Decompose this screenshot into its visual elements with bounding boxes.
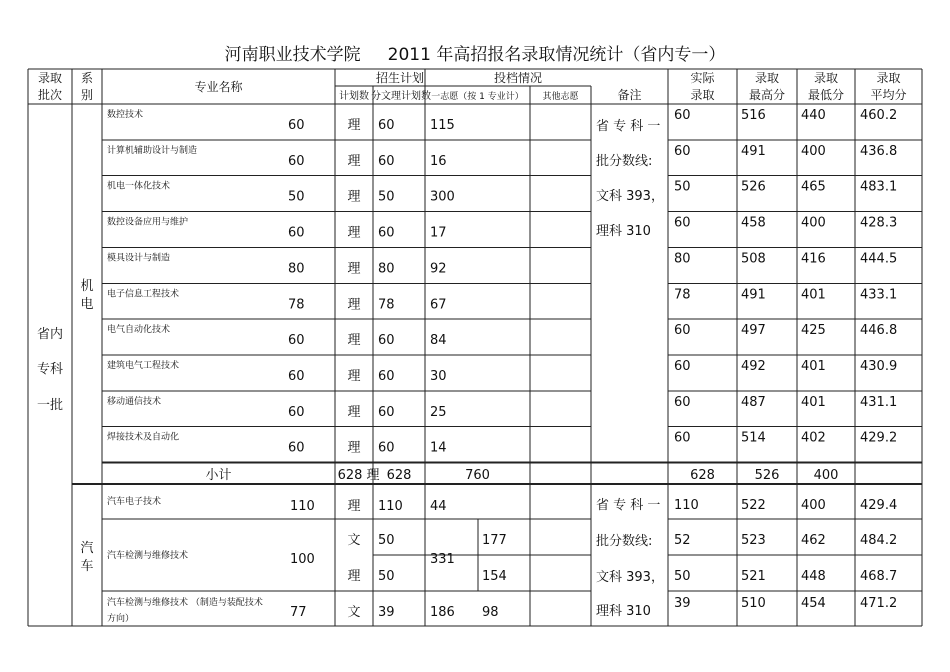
min-score: 454 [801,596,826,611]
avg-score: 436.8 [860,143,898,159]
plan-split: 78 [378,297,395,313]
header-plan-count: 计划数 [339,91,369,102]
actual-count: 60 [674,108,691,123]
major-name: 汽车电子技术 [107,497,162,507]
actual-count: 50 [674,569,691,584]
actual-count: 78 [674,287,691,303]
plan-type: 理 [347,333,361,349]
plan-split: 110 [378,499,403,514]
subtotal-actual: 628 [690,468,715,483]
min-score: 401 [801,287,826,303]
min-score: 400 [801,498,826,513]
max-score: 523 [741,533,766,548]
note-line: 省 专 科 一 [596,498,661,513]
header-avg: 录取 [876,71,901,85]
max-score: 521 [741,569,766,584]
max-score: 458 [741,215,766,231]
min-score: 416 [801,251,826,267]
max-score: 492 [741,358,766,374]
plan-type: 理 [347,297,361,313]
note-line: 批分数线: [596,534,653,549]
other-choice: 177 [482,533,507,548]
plan-split: 60 [378,440,395,456]
plan-count: 50 [288,189,305,205]
plan-count: 60 [288,440,305,456]
header-actual: 录取 [690,88,715,102]
actual-count: 60 [674,358,691,374]
max-score: 497 [741,323,766,339]
plan-count: 60 [288,225,305,241]
header-plan-group: 招生计划 [375,71,425,85]
subtotal-plan: 628 [337,468,363,483]
first-choice: 92 [430,261,447,277]
plan-count: 100 [290,552,315,567]
plan-type: 理 [347,225,361,241]
plan-count: 60 [288,368,305,384]
major-name: 机电一体化技术 [107,181,171,192]
avg-score: 430.9 [860,358,898,374]
first-choice: 67 [430,297,447,313]
plan-count: 80 [288,261,305,277]
table-cells [37,70,907,624]
actual-count: 110 [674,498,699,513]
plan-type: 理 [347,189,361,205]
plan-split: 50 [378,533,395,548]
header-dept: 系 [80,71,94,85]
plan-split: 60 [378,404,395,420]
header-avg: 平均分 [870,88,907,102]
max-score: 491 [741,287,766,303]
plan-split: 50 [378,189,395,205]
first-choice: 14 [430,440,447,456]
min-score: 400 [801,215,826,231]
plan-split: 60 [378,118,395,133]
plan-type: 理 [347,153,361,169]
first-choice: 17 [430,225,447,241]
first-choice: 25 [430,404,447,420]
max-score: 526 [741,179,766,195]
actual-count: 80 [674,251,691,267]
note-line: 批分数线: [596,154,653,169]
plan-count: 60 [288,333,305,349]
subtotal-max: 526 [754,468,780,483]
plan-type: 文 [347,533,361,548]
avg-score: 431.1 [860,394,898,410]
plan-type: 理 [347,499,361,514]
plan-type: 理 [347,118,361,133]
header-dept: 别 [80,88,94,102]
batch-label: 省内 [36,327,64,342]
avg-score: 483.1 [860,179,898,195]
min-score: 462 [801,533,826,548]
batch-label: 专科 [36,362,64,377]
note-line: 文科 393， [596,189,664,204]
plan-count: 78 [288,297,305,313]
major-name: 计算机辅助设计与制造 [107,145,198,156]
max-score: 522 [741,498,766,513]
actual-count: 60 [674,394,691,410]
major-name: 焊接技术及自动化 [107,432,180,443]
subtotal-first: 760 [465,468,490,483]
first-choice: 331 [430,552,455,567]
actual-count: 52 [674,533,691,548]
header-max: 最高分 [748,88,786,102]
min-score: 401 [801,394,826,410]
other-choice: 154 [482,569,507,584]
plan-type: 理 [347,404,361,420]
first-choice: 300 [430,189,455,205]
header-actual: 实际 [690,71,715,85]
avg-score: 433.1 [860,287,898,303]
dept-name: 机 [80,279,94,294]
major-name: 模具设计与制造 [107,253,171,264]
plan-split: 60 [378,368,395,384]
subtotal-min: 400 [813,468,839,483]
min-score: 440 [801,108,826,123]
avg-score: 444.5 [860,251,898,267]
note-line: 文科 393， [596,570,664,585]
min-score: 400 [801,143,826,159]
plan-type: 理 [347,440,361,456]
header-max: 录取 [754,71,780,85]
page-title: 河南职业技术学院 2011 年高招报名录取情况统计（省内专一） [224,45,726,65]
min-score: 401 [801,358,826,374]
header-min: 最低分 [807,88,845,102]
batch-label: 一批 [36,398,64,413]
header-note: 备注 [617,88,642,102]
major-name: 电气自动化技术 [107,325,171,336]
header-min: 录取 [813,71,839,85]
max-score: 491 [741,143,766,159]
first-choice: 84 [430,333,447,349]
note-line: 理科 310 [596,224,651,239]
first-choice: 115 [430,118,455,133]
avg-score: 460.2 [860,108,898,123]
max-score: 508 [741,251,766,267]
plan-split: 50 [378,569,395,584]
max-score: 487 [741,394,766,410]
subtotal-type: 理 [366,468,380,483]
avg-score: 446.8 [860,323,898,339]
max-score: 516 [741,108,766,123]
plan-type: 理 [347,569,361,584]
note-line: 省 专 科 一 [596,119,661,134]
actual-count: 60 [674,323,691,339]
actual-count: 60 [674,215,691,231]
avg-score: 468.7 [860,569,898,584]
major-name: 汽车检测与维修技术 （制造与装配技术 [107,598,263,608]
major-name: 数控设备应用与维护 [107,217,189,228]
first-choice: 16 [430,153,447,169]
first-choice: 186 [430,605,455,620]
note-line: 理科 310 [596,604,651,619]
plan-split: 80 [378,261,395,277]
plan-count: 60 [288,404,305,420]
avg-score: 484.2 [860,533,898,548]
plan-count: 60 [288,153,305,169]
plan-split: 39 [378,605,395,620]
plan-split: 60 [378,153,395,169]
plan-count: 60 [288,118,305,133]
major-name: 汽车检测与维修技术 [107,551,189,561]
max-score: 510 [741,596,766,611]
dept-name: 电 [80,297,94,312]
avg-score: 429.2 [860,430,898,446]
actual-count: 39 [674,596,691,611]
actual-count: 50 [674,179,691,195]
min-score: 448 [801,569,826,584]
header-other-choice: 其他志愿 [542,92,579,102]
dept-name: 车 [80,559,94,574]
header-batch: 录取 [37,71,63,85]
avg-score: 428.3 [860,215,898,231]
avg-score: 471.2 [860,596,898,611]
subtotal-split: 628 [386,468,412,483]
dept-name: 汽 [80,541,94,556]
header-batch: 批次 [37,88,63,102]
max-score: 514 [741,430,766,446]
plan-count: 110 [290,499,315,514]
major-name: 移动通信技术 [107,396,162,407]
avg-score: 429.4 [860,498,898,513]
other-choice: 98 [482,605,499,620]
min-score: 425 [801,323,826,339]
actual-count: 60 [674,143,691,159]
actual-count: 60 [674,430,691,446]
first-choice: 30 [430,368,447,384]
header-major: 专业名称 [194,80,243,94]
plan-count: 77 [290,605,307,620]
first-choice: 44 [430,499,447,514]
major-name: 建筑电气工程技术 [107,360,180,371]
plan-split: 60 [378,333,395,349]
major-name: 方向） [107,614,135,624]
major-name: 数控技术 [107,110,144,120]
plan-split: 60 [378,225,395,241]
header-first-choice: 一志愿（按 1 专业计） [431,92,524,102]
plan-type: 文 [347,605,361,620]
min-score: 465 [801,179,826,195]
major-name: 电子信息工程技术 [107,289,180,300]
header-plan-split: 分文理计划数 [371,91,431,102]
min-score: 402 [801,430,826,446]
plan-type: 理 [347,261,361,277]
header-apply-group: 投档情况 [493,71,543,85]
plan-type: 理 [347,368,361,384]
subtotal-label: 小计 [205,468,232,483]
